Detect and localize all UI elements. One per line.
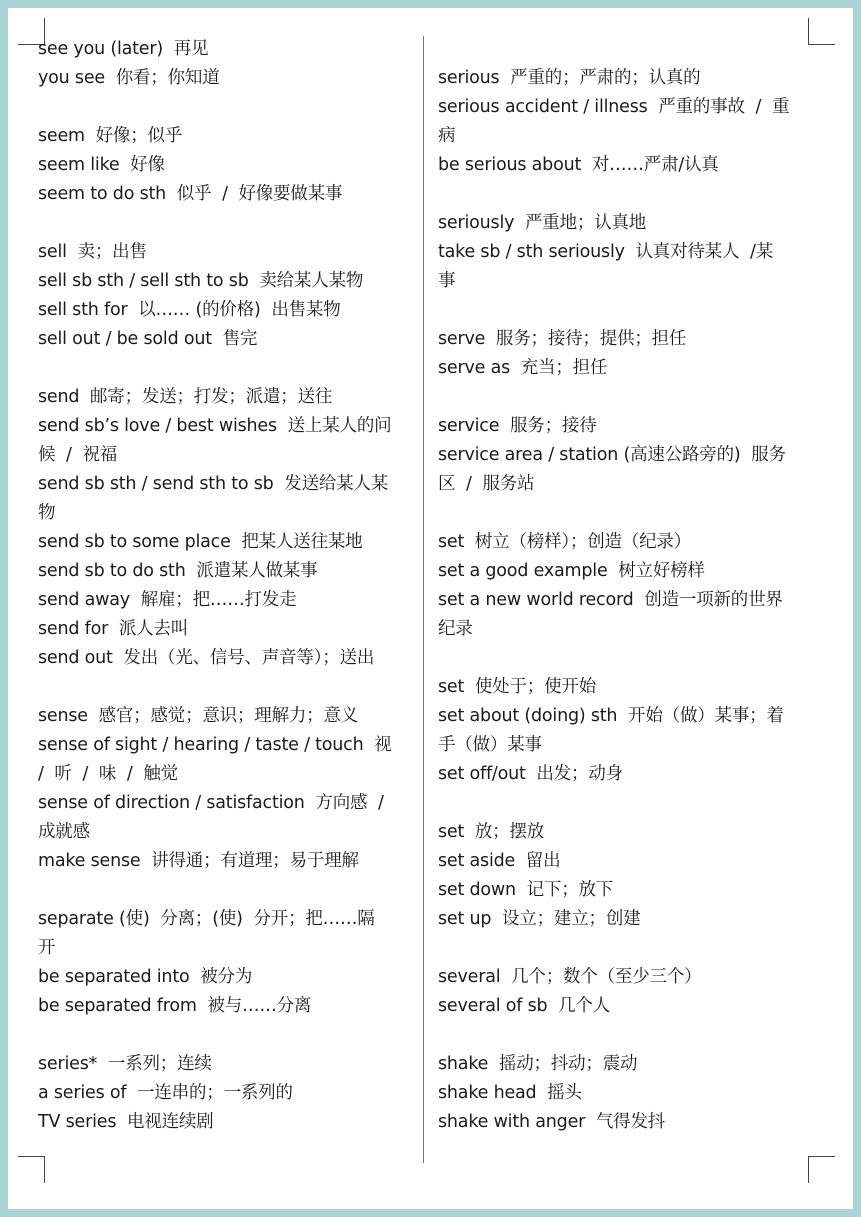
vocab-line: sell sb sth / sell sth to sb 卖给某人某物 [38,271,364,291]
vocab-line: be separated into 被分为 [38,967,253,987]
vocab-line: several 几个；数个（至少三个） [438,967,702,987]
vocab-line: send for 派人去叫 [38,619,189,639]
vocab-group [438,673,813,789]
vocab-line: shake 摇动；抖动；震动 [438,1054,638,1074]
vocab-line: a series of 一连串的；一系列的 [38,1083,293,1103]
vocab-line: service 服务；接待 [438,416,597,436]
group-spacer [438,644,813,673]
vocab-line: be serious about 对……严肃/认真 [438,155,719,175]
vocab-line: set down 记下；放下 [438,880,614,900]
vocab-group [38,905,414,1021]
vocab-line: serious accident / illness 严重的事故 / 重 [438,97,790,117]
vocab-group [438,64,813,180]
vocab-line: 病 [438,126,456,146]
vocab-line: several of sb 几个人 [438,996,611,1016]
vocab-group [438,818,813,934]
vocab-group [438,528,813,644]
vocab-line: sell sth for 以…… (的价格) 出售某物 [38,300,341,320]
group-spacer [438,180,813,209]
vocab-line: set 使处于；使开始 [438,677,596,697]
vocab-line: send sb sth / send sth to sb 发送给某人某 [38,474,389,494]
vocab-group [38,238,414,354]
vocab-line: set aside 留出 [438,851,561,871]
vocab-line: 候 / 祝福 [38,445,118,465]
vocab-group [38,383,414,673]
column-divider [423,36,424,1163]
vocab-line: TV series 电视连续剧 [38,1112,214,1132]
group-spacer [38,876,414,905]
group-spacer [38,209,414,238]
right-column [438,64,813,1137]
vocab-line: see you (later) 再见 [38,39,209,59]
vocab-line: serve 服务；接待；提供；担任 [438,329,687,349]
vocab-line: make sense 讲得通；有道理；易于理解 [38,851,359,871]
group-spacer [438,499,813,528]
left-column [38,35,414,1137]
vocab-line: shake with anger 气得发抖 [438,1112,666,1132]
vocab-line: send sb to some place 把某人送往某地 [38,532,363,552]
vocab-line: sell out / be sold out 售完 [38,329,258,349]
vocab-line: take sb / sth seriously 认真对待某人 /某 [438,242,774,262]
crop-mark-bottom-left [18,1156,45,1183]
vocab-line: set about (doing) sth 开始（做）某事；着 [438,706,784,726]
vocab-line: 事 [438,271,456,291]
vocab-line: serve as 充当；担任 [438,358,608,378]
vocab-group [38,702,414,876]
vocab-line: 手（做）某事 [438,735,542,755]
group-spacer [438,934,813,963]
group-spacer [38,354,414,383]
vocab-group [438,325,813,383]
vocab-line: send 邮寄；发送；打发；派遣；送往 [38,387,333,407]
group-spacer [38,93,414,122]
vocab-group [438,209,813,296]
vocab-line: shake head 摇头 [438,1083,582,1103]
vocab-line: send out 发出（光、信号、声音等）；送出 [38,648,375,668]
vocab-line: seem to do sth 似乎 / 好像要做某事 [38,184,343,204]
vocab-line: set 放；摆放 [438,822,545,842]
vocab-group [438,1050,813,1137]
vocab-line: 物 [38,503,56,523]
vocab-line: 成就感 [38,822,90,842]
vocab-line: you see 你看；你知道 [38,68,220,88]
vocab-group [38,1050,414,1137]
group-spacer [438,383,813,412]
group-spacer [38,1021,414,1050]
group-spacer [38,673,414,702]
group-spacer [438,789,813,818]
vocab-group [38,122,414,209]
vocab-line: service area / station (高速公路旁的) 服务 [438,445,786,465]
vocab-line: separate (使) 分离；(使) 分开；把……隔 [38,909,375,929]
vocab-line: 开 [38,938,56,958]
crop-mark-bottom-right [808,1156,835,1183]
vocab-line: set 树立（榜样）；创造（纪录） [438,532,692,552]
vocab-line: sense 感官；感觉；意识；理解力；意义 [38,706,359,726]
vocab-line: seem like 好像 [38,155,165,175]
vocab-line: send away 解雇；把……打发走 [38,590,297,610]
group-spacer [438,296,813,325]
vocab-line: set a new world record 创造一项新的世界 [438,590,783,610]
vocab-line: send sb to do sth 派遣某人做某事 [38,561,318,581]
vocab-line: be separated from 被与……分离 [38,996,312,1016]
vocab-line: seriously 严重地；认真地 [438,213,647,233]
vocab-line: 区 / 服务站 [438,474,535,494]
group-spacer [438,1021,813,1050]
vocab-group [438,412,813,499]
vocab-line: sense of sight / hearing / taste / touch 视 [38,735,392,755]
vocab-line: serious 严重的；严肃的；认真的 [438,68,701,88]
vocab-group [438,963,813,1021]
vocab-line: set a good example 树立好榜样 [438,561,705,581]
crop-mark-top-right [808,18,835,45]
vocab-line: sense of direction / satisfaction 方向感 / [38,793,384,813]
vocab-group [38,35,414,93]
vocab-line: 纪录 [438,619,473,639]
vocab-line: / 听 / 味 / 触觉 [38,764,178,784]
vocab-line: series* 一系列；连续 [38,1054,212,1074]
vocab-line: seem 好像；似乎 [38,126,183,146]
vocab-line: set off/out 出发；动身 [438,764,623,784]
vocab-line: set up 设立；建立；创建 [438,909,641,929]
vocab-line: sell 卖；出售 [38,242,147,262]
vocab-line: send sb’s love / best wishes 送上某人的问 [38,416,392,436]
